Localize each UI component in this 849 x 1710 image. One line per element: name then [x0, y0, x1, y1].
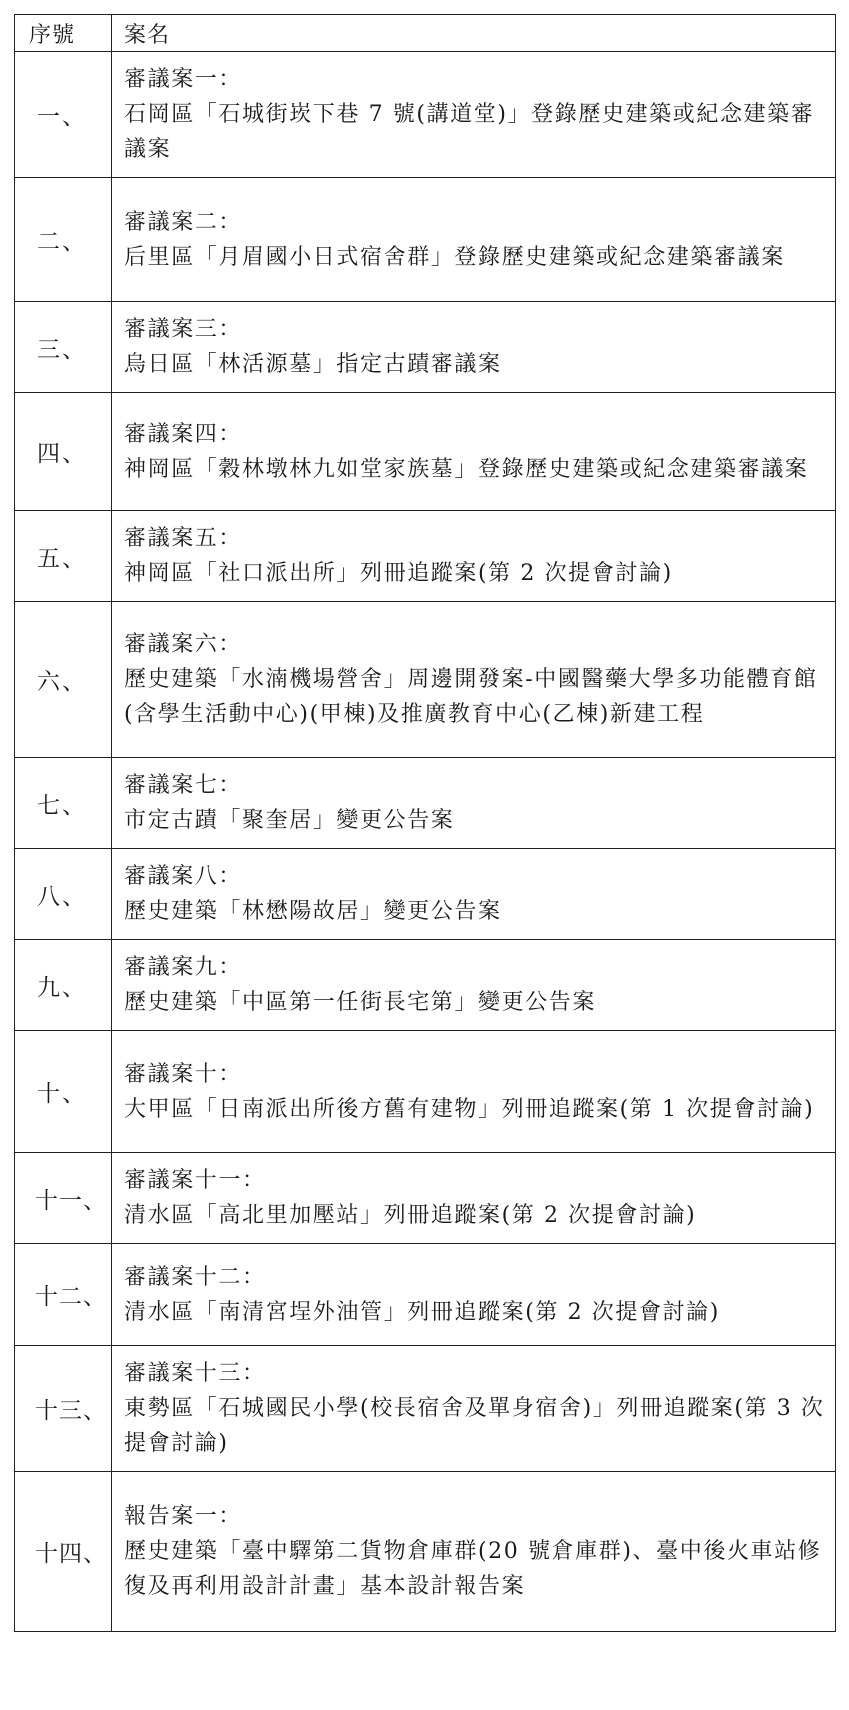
row-serial-number: 六、: [15, 602, 112, 758]
case-body: 烏日區「林活源墓」指定古蹟審議案: [124, 352, 502, 377]
row-case-name: [112, 849, 836, 940]
case-title: 審議案七：: [124, 773, 243, 798]
row-case-name: [112, 1031, 836, 1153]
row-serial-number: 十三、: [15, 1346, 112, 1472]
row-serial-number: 四、: [15, 393, 112, 511]
case-title: 審議案二：: [124, 209, 243, 235]
case-body: 大甲區「日南派出所後方舊有建物」列冊追蹤案(第 1 次提會討論): [124, 1096, 815, 1122]
row-serial-number: 二、: [15, 178, 112, 302]
row-case-name: [112, 1472, 836, 1632]
table-row: [15, 52, 836, 178]
case-body: 東勢區「石城國民小學(校長宿舍及單身宿舍)」列冊追蹤案(第 3 次提會討論): [124, 1396, 825, 1456]
case-title: 審議案六：: [124, 632, 243, 657]
table-row: [15, 1244, 836, 1346]
case-body: 市定古蹟「聚奎居」變更公告案: [124, 808, 455, 833]
row-case-name: [112, 602, 836, 758]
table-row: [15, 1346, 836, 1472]
case-title: 審議案五：: [124, 526, 243, 551]
case-body: 歷史建築「林懋陽故居」變更公告案: [124, 899, 502, 924]
header-case-name: 案名: [112, 15, 836, 52]
case-title: 審議案八：: [124, 864, 243, 889]
table-row: [15, 758, 836, 849]
case-title: 審議案四：: [124, 421, 243, 447]
row-case-name: [112, 758, 836, 849]
case-title: 審議案十：: [124, 1061, 243, 1087]
row-serial-number: 九、: [15, 940, 112, 1031]
case-title: 審議案十二：: [124, 1264, 266, 1290]
row-serial-number: 一、: [15, 52, 112, 178]
case-title: 審議案九：: [124, 955, 243, 980]
row-serial-number: 十一、: [15, 1153, 112, 1244]
case-body: 歷史建築「中區第一任街長宅第」變更公告案: [124, 990, 597, 1015]
table-row: [15, 602, 836, 758]
table-header-row: [15, 15, 836, 52]
row-serial-number: 十、: [15, 1031, 112, 1153]
table-row: [15, 511, 836, 602]
row-serial-number: 八、: [15, 849, 112, 940]
table-row: [15, 302, 836, 393]
case-list-table: [14, 14, 836, 1632]
row-case-name: [112, 393, 836, 511]
case-title: 審議案一：: [124, 67, 243, 92]
table-row: [15, 1031, 836, 1153]
table-row: [15, 178, 836, 302]
case-body: 清水區「南清宮埕外油管」列冊追蹤案(第 2 次提會討論): [124, 1299, 720, 1325]
row-serial-number: 十二、: [15, 1244, 112, 1346]
case-title: 審議案十三：: [124, 1361, 266, 1386]
case-body: 神岡區「社口派出所」列冊追蹤案(第 2 次提會討論): [124, 561, 673, 586]
row-serial-number: 十四、: [15, 1472, 112, 1632]
row-serial-number: 三、: [15, 302, 112, 393]
case-body: 歷史建築「水湳機場營舍」周邊開發案-中國醫藥大學多功能體育館(含學生活動中心)(甲棟)及推廣教育中心(乙棟)新建工程: [124, 667, 818, 727]
row-case-name: [112, 1244, 836, 1346]
case-body: 后里區「月眉國小日式宿舍群」登錄歷史建築或紀念建築審議案: [124, 244, 785, 270]
row-case-name: [112, 1346, 836, 1472]
row-case-name: [112, 1153, 836, 1244]
row-case-name: [112, 940, 836, 1031]
header-serial-number: 序號: [15, 15, 112, 52]
row-serial-number: 五、: [15, 511, 112, 602]
case-title: 報告案一：: [124, 1504, 243, 1529]
case-body: 石岡區「石城街崁下巷 7 號(講道堂)」登錄歷史建築或紀念建築審議案: [124, 102, 815, 162]
row-serial-number: 七、: [15, 758, 112, 849]
table-row: [15, 1153, 836, 1244]
case-title: 審議案十一：: [124, 1168, 266, 1193]
row-case-name: [112, 178, 836, 302]
row-case-name: [112, 302, 836, 393]
table-row: [15, 940, 836, 1031]
case-body: 歷史建築「臺中驛第二貨物倉庫群(20 號倉庫群)、臺中後火車站修復及再利用設計計畫」基本設計報告案: [124, 1539, 822, 1599]
row-case-name: [112, 52, 836, 178]
case-body: 清水區「高北里加壓站」列冊追蹤案(第 2 次提會討論): [124, 1203, 697, 1228]
table-row: [15, 393, 836, 511]
row-case-name: [112, 511, 836, 602]
case-body: 神岡區「穀林墩林九如堂家族墓」登錄歷史建築或紀念建築審議案: [124, 456, 809, 482]
case-title: 審議案三：: [124, 317, 243, 342]
table-row: [15, 1472, 836, 1632]
table-row: [15, 849, 836, 940]
